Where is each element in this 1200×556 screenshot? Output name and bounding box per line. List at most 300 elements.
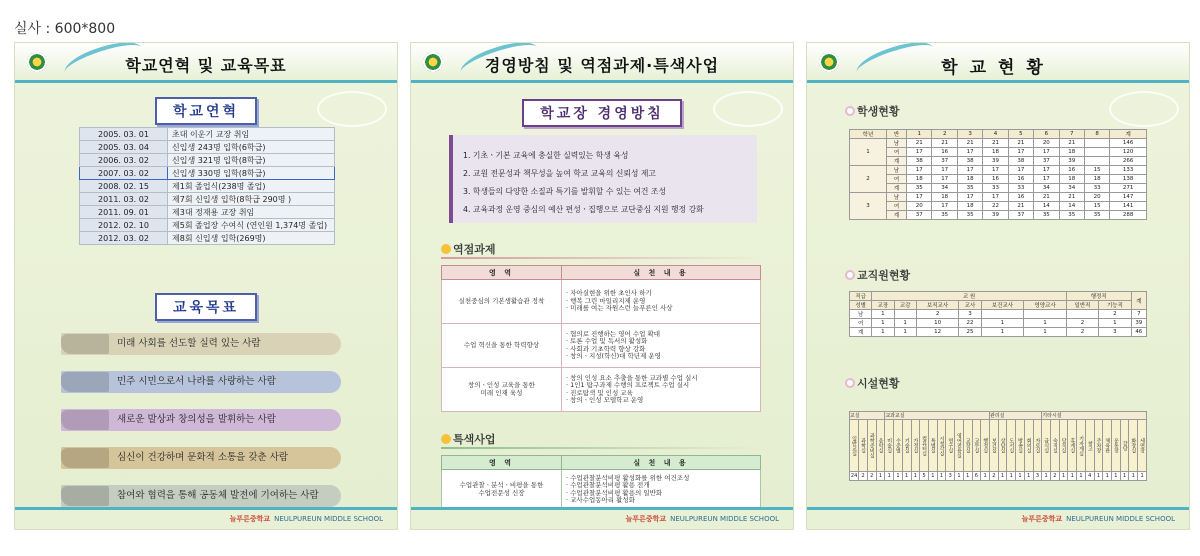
table-row — [442, 368, 761, 412]
student-cell: 16 — [983, 175, 1008, 184]
history-event: 신입생 330명 입학(8학급) — [168, 167, 335, 180]
students-table — [849, 129, 1147, 220]
history-row — [80, 193, 335, 206]
facility-name: 교무실 — [972, 420, 981, 472]
area-cell: 실천중심의 기본생활습관 정착 — [442, 280, 562, 324]
student-cell: 계 — [886, 157, 906, 166]
header-cell: 반 — [886, 130, 906, 139]
student-cell: 133 — [1110, 166, 1147, 175]
facility-name: 세면장 — [1138, 420, 1147, 472]
facility-name: 과학실 — [859, 420, 868, 472]
staff-cell: 22 — [959, 319, 981, 328]
facility-count: 1 — [876, 472, 885, 481]
facility-count: 24 — [850, 473, 858, 479]
facility-name: 영어전용실 — [955, 420, 964, 472]
facility-count: 3 — [1033, 472, 1042, 481]
student-cell: 34 — [1059, 184, 1084, 193]
student-cell: 16 — [1008, 175, 1033, 184]
student-cell: 17 — [907, 193, 932, 202]
student-cell — [1084, 148, 1109, 157]
grade-cell: 3 — [850, 193, 887, 220]
student-cell: 35 — [1084, 211, 1109, 220]
student-row — [850, 193, 1147, 202]
header-cell: 1 — [907, 130, 932, 139]
facility-group: 기타시설 — [1042, 412, 1147, 420]
bullet-icon — [441, 244, 451, 254]
footer-text: 늘푸른중학교 NEULPUREUN MIDDLE SCHOOL — [1021, 515, 1175, 523]
student-row — [850, 211, 1147, 220]
staff-cell: 46 — [1131, 328, 1146, 337]
student-cell: 37 — [1034, 157, 1059, 166]
student-cell: 21 — [957, 139, 982, 148]
student-cell: 17 — [957, 166, 982, 175]
student-cell: 16 — [1059, 166, 1084, 175]
student-cell: 21 — [983, 139, 1008, 148]
bullet-icon — [845, 378, 855, 388]
history-date: 2011. 03. 02 — [80, 193, 168, 206]
student-cell: 17 — [1008, 148, 1033, 157]
table-header-row — [442, 266, 761, 280]
student-cell: 35 — [957, 184, 982, 193]
history-event: 제7회 신입생 입학(8학급 290명 ) — [168, 193, 335, 206]
staff-cell: 3 — [959, 310, 981, 319]
staff-cell: 3 — [1099, 328, 1131, 337]
staff-cell: 10 — [916, 319, 959, 328]
student-cell: 21 — [932, 139, 957, 148]
table-row — [442, 324, 761, 368]
facility-count: 1 — [1016, 472, 1025, 481]
staff-cell: 2 — [1066, 319, 1098, 328]
student-cell: 17 — [932, 175, 957, 184]
facility-name: 기술실 — [902, 420, 911, 472]
student-cell: 21 — [907, 139, 932, 148]
facility-count: 3 — [946, 472, 955, 481]
facility-name: 상담실 — [998, 420, 1007, 472]
student-cell: 33 — [983, 184, 1008, 193]
history-row — [80, 206, 335, 219]
bullet-icon — [845, 270, 855, 280]
facility-count: 2 — [867, 472, 876, 481]
student-cell: 17 — [1034, 175, 1059, 184]
facility-count: 1 — [885, 472, 894, 481]
goal-item: 새로운 발상과 창의성을 발휘하는 사람 — [61, 409, 341, 431]
history-date: 2011. 09. 01 — [80, 206, 168, 219]
mgmt-item: 4. 교육과정 운영 중심의 예산 편성ㆍ집행으로 교단중심 지원 행정 강화 — [463, 205, 704, 214]
col-content-header: 실 천 내 용 — [562, 456, 761, 470]
facility-count: 1 — [1059, 472, 1068, 481]
facility-name: 당직실 — [1059, 420, 1068, 472]
staff-cell: 1 — [894, 319, 916, 328]
swirl-decoration — [1109, 91, 1179, 127]
facility-name: 과학준비실 — [867, 420, 876, 472]
table-header-row — [442, 456, 761, 470]
goal-item: 미래 사회를 선도할 실력 있는 사람 — [61, 333, 341, 355]
student-cell: 17 — [1034, 166, 1059, 175]
facility-table — [849, 411, 1147, 481]
student-cell: 18 — [957, 175, 982, 184]
mgmt-title: 학교장 경영방침 — [411, 99, 793, 127]
student-cell: 35 — [1059, 211, 1084, 220]
history-date: 2008. 02. 15 — [80, 180, 168, 193]
col-content-header: 실 천 내 용 — [562, 266, 761, 280]
header-cell: 교감 — [894, 301, 916, 310]
student-cell: 18 — [983, 148, 1008, 157]
facility-name: 기자재실 — [1077, 420, 1086, 472]
facility-count: 1 — [1042, 472, 1051, 481]
facility-name: 주차장 — [1094, 420, 1103, 472]
staff-cell: 2 — [1099, 310, 1131, 319]
staff-cell: 계 — [850, 328, 872, 337]
student-cell: 17 — [1034, 148, 1059, 157]
facility-count: 1 — [902, 472, 911, 481]
history-event: 제1회 졸업식(238명 졸업) — [168, 180, 335, 193]
student-cell: 34 — [932, 184, 957, 193]
student-cell: 18 — [1059, 148, 1084, 157]
student-cell: 15 — [1084, 166, 1109, 175]
panel-management — [410, 42, 794, 530]
facility-count-row — [850, 472, 1147, 481]
student-cell: 35 — [907, 184, 932, 193]
student-cell: 17 — [932, 166, 957, 175]
student-cell: 21 — [1008, 139, 1033, 148]
panel-footer — [15, 507, 397, 529]
mgmt-item: 2. 교원 전문성과 책무성을 높여 학교 교육의 신뢰성 제고 — [463, 169, 656, 178]
header-cell: 기능직 — [1099, 301, 1131, 310]
facility-count: 1 — [928, 472, 937, 481]
staff-row — [850, 328, 1147, 337]
panel-title: 경영방침 및 역점과제·특색사업 — [484, 56, 720, 75]
facility-name: 가정실 — [911, 420, 920, 472]
panel-title: 학교현황 — [941, 58, 1055, 78]
student-cell: 20 — [907, 202, 932, 211]
facility-name: 창고 — [1085, 420, 1094, 472]
facility-count: 2 — [859, 472, 868, 481]
facility-group: 관리실 — [989, 412, 1041, 420]
panel-title: 학교연혁 및 교육목표 — [125, 56, 287, 75]
student-cell: 18 — [907, 175, 932, 184]
student-cell: 288 — [1110, 211, 1147, 220]
history-table — [79, 127, 335, 245]
student-cell: 17 — [983, 166, 1008, 175]
panel-header — [411, 43, 793, 83]
header-cell: 교사 — [959, 301, 981, 310]
student-row — [850, 157, 1147, 166]
area-cell: 수업 혁신을 통한 학력향상 — [442, 324, 562, 368]
content-cell: · 협의로 진행하는 영어 수업 확대 · 토론 수업 및 독서의 활성화 · 사회과 기초학력 향상 강화 · 창의ㆍ지성(학신)대 학년제 운영 — [562, 324, 761, 368]
student-cell: 141 — [1110, 202, 1147, 211]
student-cell: 17 — [907, 166, 932, 175]
staff-cell: 1 — [872, 310, 894, 319]
section-divider — [441, 447, 761, 449]
header-cell: 계 — [1110, 130, 1147, 139]
history-event: 제3대 정재용 교장 취임 — [168, 206, 335, 219]
student-cell: 16 — [1008, 193, 1033, 202]
student-cell: 17 — [907, 148, 932, 157]
staff-cell: 12 — [916, 328, 959, 337]
facility-name: 방송실 — [1016, 420, 1025, 472]
facility-count: 1 — [981, 472, 990, 481]
table-header-row — [850, 130, 1147, 139]
staff-cell: 2 — [1066, 328, 1098, 337]
student-cell: 271 — [1110, 184, 1147, 193]
staff-cell: 7 — [1131, 310, 1146, 319]
student-cell: 35 — [957, 211, 982, 220]
history-date: 2005. 03. 01 — [80, 128, 168, 141]
student-cell: 여 — [886, 202, 906, 211]
student-cell: 여 — [886, 175, 906, 184]
history-event: 신입생 243명 입학(6학급) — [168, 141, 335, 154]
staff-cell: 1 — [1099, 319, 1131, 328]
facility-count: 5 — [920, 472, 929, 481]
size-label: 실사 : 600*800 — [14, 21, 116, 37]
bullet-icon — [845, 106, 855, 116]
header-cell: 4 — [983, 130, 1008, 139]
student-row — [850, 139, 1147, 148]
header-cell: 5 — [1008, 130, 1033, 139]
facility-name: 특별실 — [928, 420, 937, 472]
student-cell: 여 — [886, 148, 906, 157]
facility-count: 1 — [998, 472, 1007, 481]
students-title: 학생현황 — [845, 103, 900, 119]
table-row — [442, 280, 761, 324]
facility-name: 강당 — [1120, 420, 1129, 472]
focus-title: 역점과제 — [441, 241, 496, 257]
table-header-row — [850, 301, 1147, 310]
facility-name: 행정실 — [981, 420, 990, 472]
staff-row — [850, 319, 1147, 328]
header-cell: 학년 — [850, 130, 887, 139]
history-date: 2005. 03. 04 — [80, 141, 168, 154]
facility-name-row — [850, 420, 1147, 472]
history-event: 제8회 신입생 입학(269명) — [168, 232, 335, 245]
student-cell: 35 — [1034, 211, 1059, 220]
header-cell: 보직교사 — [916, 301, 959, 310]
student-row — [850, 184, 1147, 193]
col-area-header: 영 역 — [442, 456, 562, 470]
student-cell: 37 — [932, 157, 957, 166]
content-cell: · 창의 인성 요소 추출을 통한 교과별 수업 실시 · 1인1 탐구과제 수행의 프로젝트 수업 실시 · 진로탐색 및 인성 교육 · 창의ㆍ인성 모델학교 운영 — [562, 368, 761, 412]
facility-count: 2 — [1051, 472, 1060, 481]
staff-title: 교직원현황 — [845, 267, 910, 283]
student-cell: 18 — [957, 202, 982, 211]
grade-cell: 2 — [850, 166, 887, 193]
footer-text: 늘푸른중학교 NEULPUREUN MIDDLE SCHOOL — [625, 515, 779, 523]
special-table — [441, 455, 761, 510]
header-cell: 2 — [932, 130, 957, 139]
facility-count: 1 — [1138, 472, 1147, 481]
student-cell: 남 — [886, 139, 906, 148]
panel-status — [806, 42, 1190, 530]
facility-count: 1 — [955, 472, 964, 481]
staff-cell: 1 — [872, 319, 894, 328]
student-cell: 남 — [886, 166, 906, 175]
facility-name: 자료실 — [1033, 420, 1042, 472]
history-row — [80, 219, 335, 232]
footer-text: 늘푸른중학교 NEULPUREUN MIDDLE SCHOOL — [229, 515, 383, 523]
grade-cell: 1 — [850, 139, 887, 166]
goal-item: 민주 시민으로서 나라를 사랑하는 사람 — [61, 371, 341, 393]
facility-count: 1 — [1068, 472, 1077, 481]
student-cell: 37 — [1008, 211, 1033, 220]
student-row — [850, 148, 1147, 157]
facility-name: 연구실 — [946, 420, 955, 472]
table-header-row — [850, 292, 1147, 301]
goals-title: 교육목표 — [15, 293, 397, 321]
student-cell: 16 — [932, 148, 957, 157]
mgmt-item: 1. 기초ㆍ기본 교육에 충실한 실력있는 학생 육성 — [463, 151, 629, 160]
student-cell: 120 — [1110, 148, 1147, 157]
facility-count: 6 — [972, 472, 981, 481]
student-cell: 21 — [1008, 202, 1033, 211]
facility-group: 교과교실 — [885, 412, 990, 420]
student-cell: 14 — [1059, 202, 1084, 211]
facility-name: 시청각실 — [937, 420, 946, 472]
facility-count: 1 — [1112, 472, 1121, 481]
facility-count: 1 — [1120, 472, 1129, 481]
student-cell: 18 — [932, 193, 957, 202]
area-cell: 수업관찰ㆍ분석ㆍ비평을 통한 수업전문성 신장 — [442, 470, 562, 510]
special-title: 특색사업 — [441, 431, 496, 447]
mgmt-list — [449, 135, 757, 223]
student-cell: 17 — [957, 193, 982, 202]
col-area-header: 영 역 — [442, 266, 562, 280]
mgmt-item: 3. 학생들의 다양한 소질과 특기를 발휘할 수 있는 여건 조성 — [463, 187, 666, 196]
student-cell: 17 — [983, 193, 1008, 202]
staff-cell: 1 — [981, 319, 1024, 328]
header-cell: 일반직 — [1066, 301, 1098, 310]
content-cell: · 자아실현을 위한 초인사 하기 · 행복 그린 마일리지제 운영 · 미래를 여는 자원스런 늘푸른인 사상 — [562, 280, 761, 324]
history-event: 초대 이운기 교장 취임 — [168, 128, 335, 141]
facility-name: 교장실 — [963, 420, 972, 472]
facility-count: 1 — [963, 472, 972, 481]
facility-name: 도서실 — [1007, 420, 1016, 472]
header-cell: 교장 — [872, 301, 894, 310]
student-cell: 38 — [1008, 157, 1033, 166]
facility-name: 휴게실 — [1068, 420, 1077, 472]
student-cell: 146 — [1110, 139, 1147, 148]
student-cell: 38 — [957, 157, 982, 166]
student-cell: 17 — [957, 148, 982, 157]
student-cell: 계 — [886, 211, 906, 220]
student-cell: 266 — [1110, 157, 1147, 166]
facility-name: 숙직실 — [1051, 420, 1060, 472]
staff-cell — [1024, 310, 1067, 319]
facility-name: 회의실 — [1024, 420, 1033, 472]
header-cell: 성별 — [850, 301, 872, 310]
staff-cell: 1 — [1024, 319, 1067, 328]
staff-cell: 여 — [850, 319, 872, 328]
header-cell: 교 원 — [872, 292, 1067, 301]
facility-name: 운동장 — [1112, 420, 1121, 472]
header-cell: 보건교사 — [981, 301, 1024, 310]
student-cell: 21 — [1034, 193, 1059, 202]
staff-cell: 25 — [959, 328, 981, 337]
student-cell: 33 — [1008, 184, 1033, 193]
header-cell: 계 — [1131, 292, 1146, 310]
student-cell: 22 — [983, 202, 1008, 211]
facility-count: 1 — [894, 472, 903, 481]
facility-title: 시설현황 — [845, 375, 900, 391]
facility-count: 1 — [1094, 472, 1103, 481]
student-cell — [1084, 157, 1109, 166]
facility-count: 2 — [989, 472, 998, 481]
history-row — [80, 167, 335, 180]
history-title: 학교연혁 — [15, 97, 397, 125]
student-cell: 계 — [886, 184, 906, 193]
student-cell: 34 — [1034, 184, 1059, 193]
history-event: 제5회 졸업장 수여식 (연인원 1,374명 졸업) — [168, 219, 335, 232]
history-row — [80, 180, 335, 193]
content-cell: · 수업관찰분석비평 활성화를 위한 여건조성 · 수업관찰분석비평 활용 전개 · 수업관찰분석비평 활용의 일반화 · 교사수업동아리 활성화 — [562, 470, 761, 510]
facility-name: 음악실 — [876, 420, 885, 472]
history-date: 2007. 03. 02 — [80, 167, 168, 180]
facility-count: 1 — [911, 472, 920, 481]
header-cell: 8 — [1084, 130, 1109, 139]
student-cell: 138 — [1110, 175, 1147, 184]
goal-item: 참여와 협력을 통해 공동체 발전에 기여하는 사람 — [61, 485, 341, 507]
student-cell: 39 — [983, 211, 1008, 220]
header-cell: 행정직 — [1066, 292, 1131, 301]
panel-footer — [807, 507, 1189, 529]
student-cell: 21 — [1059, 139, 1084, 148]
area-cell: 창의ㆍ인성 교육을 통한 미래 인재 육성 — [442, 368, 562, 412]
header-cell: 7 — [1059, 130, 1084, 139]
facility-name: 미술실 — [885, 420, 894, 472]
student-cell: 18 — [1084, 175, 1109, 184]
table-row — [442, 470, 761, 510]
section-divider — [441, 257, 761, 259]
facility-count: 4 — [1085, 472, 1094, 481]
staff-cell: 1 — [981, 328, 1024, 337]
history-row — [80, 128, 335, 141]
staff-cell — [1066, 310, 1098, 319]
student-cell: 38 — [907, 157, 932, 166]
student-cell: 147 — [1110, 193, 1147, 202]
panel-header — [807, 43, 1189, 83]
student-cell: 17 — [1008, 166, 1033, 175]
history-row — [80, 141, 335, 154]
facility-name: 급식실 — [1042, 420, 1051, 472]
student-row — [850, 202, 1147, 211]
facility-count: 1 — [1129, 472, 1138, 481]
header-cell: 직급 — [850, 292, 872, 301]
student-cell: 39 — [1059, 157, 1084, 166]
history-date: 2012. 03. 02 — [80, 232, 168, 245]
facility-group: 교실 — [850, 412, 885, 420]
bullet-icon — [441, 434, 451, 444]
staff-cell — [981, 310, 1024, 319]
panel-header — [15, 43, 397, 83]
facility-name: 보건실 — [989, 420, 998, 472]
header-cell: 영양교사 — [1024, 301, 1067, 310]
history-date: 2006. 03. 02 — [80, 154, 168, 167]
facility-count: 1 — [1103, 472, 1112, 481]
staff-cell: 1 — [1024, 328, 1067, 337]
history-row — [80, 232, 335, 245]
student-cell: 20 — [1034, 139, 1059, 148]
staff-cell — [894, 310, 916, 319]
staff-cell: 남 — [850, 310, 872, 319]
student-cell: 20 — [1084, 193, 1109, 202]
facility-count: 1 — [1007, 472, 1016, 481]
student-cell: 14 — [1034, 202, 1059, 211]
staff-cell: 1 — [894, 328, 916, 337]
facility-count: 1 — [1024, 472, 1033, 481]
student-cell — [1084, 139, 1109, 148]
student-cell: 15 — [1084, 202, 1109, 211]
staff-table — [849, 291, 1147, 337]
facility-name: 컴퓨터실 — [920, 420, 929, 472]
